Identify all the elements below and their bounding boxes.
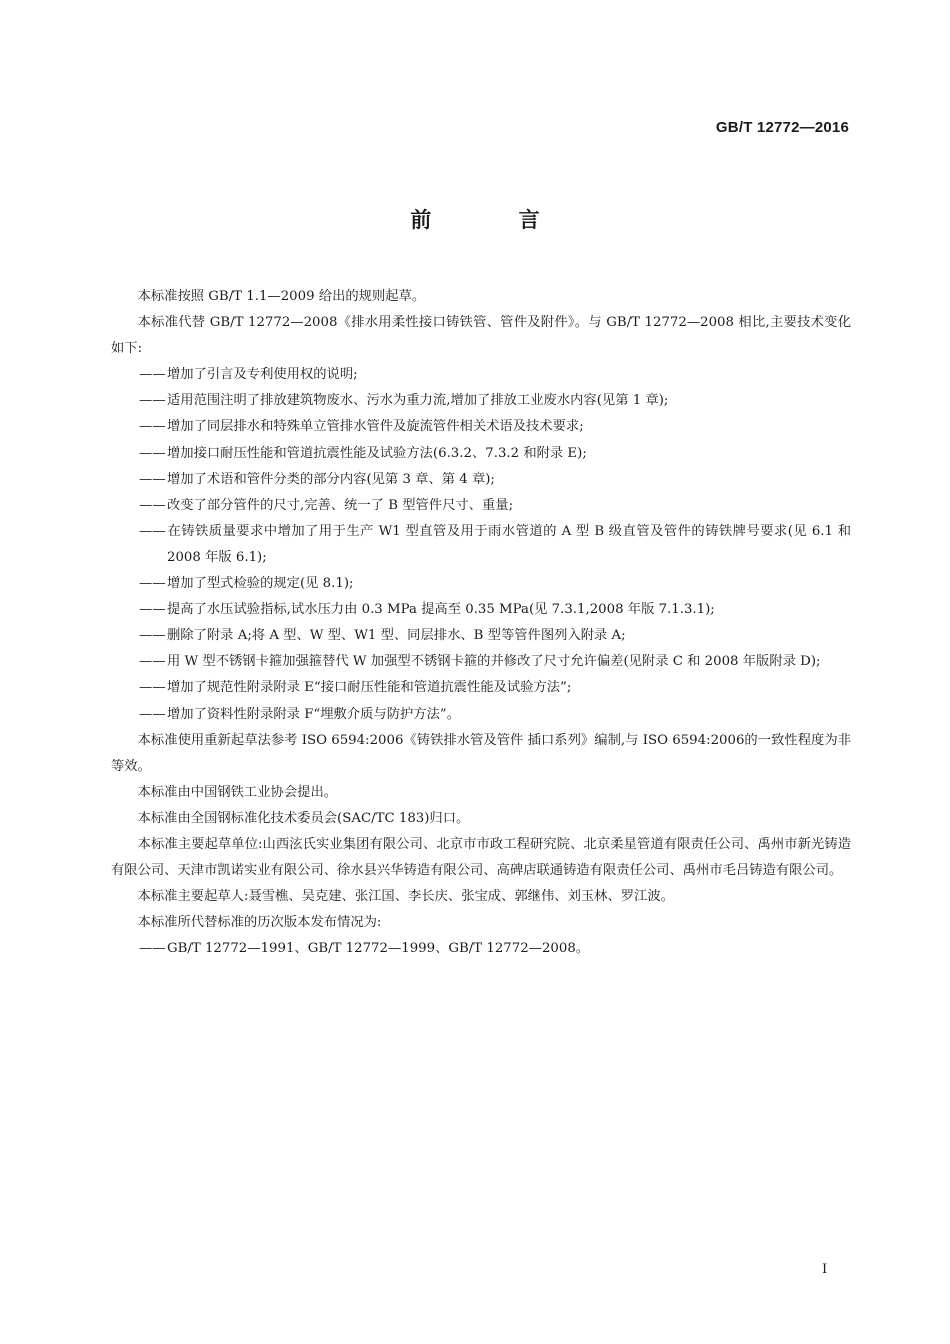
list-item: ——用 W 型不锈钢卡箍加强箍替代 W 加强型不锈钢卡箍的并修改了尺寸允许偏差(见附录 C 和 2008 年版附录 D); [111,649,851,675]
dash-marker: —— [139,393,166,409]
list-item: ——改变了部分管件的尺寸,完善、统一了 B 型管件尺寸、重量; [111,493,851,519]
dash-marker: —— [139,602,166,618]
paragraph-committee: 本标准由全国钢标准化技术委员会(SAC/TC 183)归口。 [137,810,470,826]
list-item: ——增加了引言及专利使用权的说明; [111,362,851,388]
list-item: ——增加了资料性附录附录 F“埋敷介质与防护方法”。 [111,702,851,728]
list-item: ——增加了规范性附录附录 E“接口耐压性能和管道抗震性能及试验方法”; [111,675,851,701]
dash-marker: —— [139,576,166,592]
dash-marker: —— [139,497,166,513]
dash-marker: —— [139,680,166,696]
page-title: 前 言 [410,208,580,232]
dash-marker: —— [139,628,166,644]
list-item: ——增加了术语和管件分类的部分内容(见第 3 章、第 4 章); [111,467,851,493]
paragraph-replacement: 本标准代替 GB/T 12772—2008《排水用柔性接口铸铁管、管件及附件》。与 GB/T 12772—2008 相比,主要技术变化如下: [111,315,851,357]
changes-list [111,362,851,727]
document-code: GB/T 12772—2016 [715,119,849,136]
paragraph-drafters: 本标准主要起草人:聂雪樵、吴克建、张江国、李长庆、张宝成、郭继伟、刘玉林、罗江波。 [137,889,674,905]
paragraph-iso-reference: 本标准使用重新起草法参考 ISO 6594:2006《铸铁排水管及管件 插口系列》编制,与 ISO 6594:2006的一致性程度为非等效。 [111,732,851,774]
dash-marker: —— [139,419,166,435]
paragraph-drafting-rule: 本标准按照 GB/T 1.1—2009 给出的规则起草。 [137,289,426,304]
list-item: ——在铸铁质量要求中增加了用于生产 W1 型直管及用于雨水管道的 A 型 B 级直管及管件的铸铁牌号要求(见 6.1 和 2008 年版 6.1); [111,519,851,571]
list-item: ——适用范围注明了排放建筑物废水、污水为重力流,增加了排放工业废水内容(见第 1 章); [111,388,851,414]
list-item: ——增加接口耐压性能和管道抗震性能及试验方法(6.3.2、7.3.2 和附录 E); [111,441,851,467]
dash-marker: —— [139,445,166,461]
page-number: I [822,1262,828,1277]
paragraph-proposer: 本标准由中国钢铁工业协会提出。 [137,784,338,800]
dash-marker: —— [139,941,166,957]
paragraph-history-intro: 本标准所代替标准的历次版本发布情况为: [137,915,382,931]
dash-marker: —— [139,471,166,487]
dash-marker: —— [139,706,166,722]
dash-marker: —— [139,654,166,670]
list-item: ——提高了水压试验指标,试水压力由 0.3 MPa 提高至 0.35 MPa(见 7.3.1,2008 年版 7.1.3.1); [111,597,851,623]
dash-marker: —— [139,523,166,539]
list-item: ——增加了型式检验的规定(见 8.1); [111,571,851,597]
list-item: ——增加了同层排水和特殊单立管排水管件及旋流管件相关术语及技术要求; [111,414,851,440]
paragraph-drafting-units: 本标准主要起草单位:山西泫氏实业集团有限公司、北京市市政工程研究院、北京柔星管道有限责任公司、禹州市新光铸造有限公司、天津市凯诺实业有限公司、徐水县兴华铸造有限公司、高碑店联通铸造有限责任公司、禹州市毛吕铸造有限公司。 [111,836,851,879]
list-item: ——删除了附录 A;将 A 型、W 型、W1 型、同层排水、B 型等管件图列入附录 A; [111,623,851,649]
dash-marker: —— [139,367,166,383]
foreword-body [111,284,851,962]
list-item-history: ——GB/T 12772—1991、GB/T 12772—1999、GB/T 12772—2008。 [111,936,851,962]
